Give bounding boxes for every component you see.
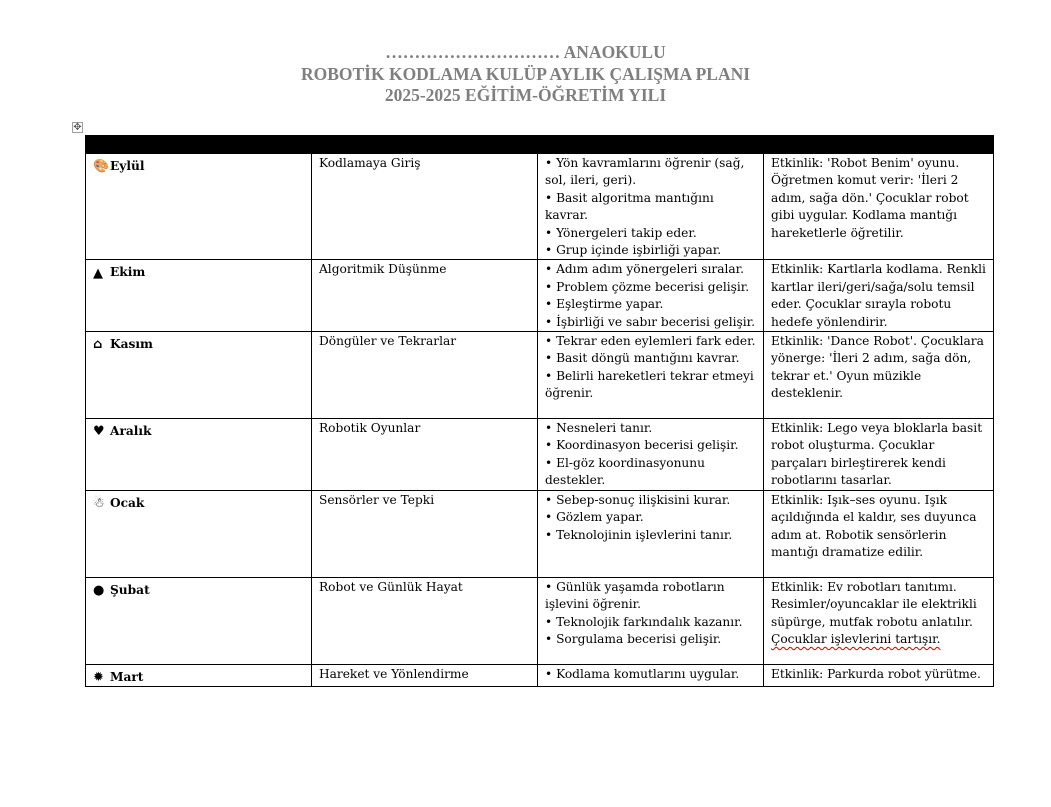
goal-item: • Basit döngü mantığını kavrar. xyxy=(545,351,740,366)
sun-icon: ✹ xyxy=(93,669,104,685)
activity-text: Etkinlik: Işık–ses oyunu. Işık açıldığında el kaldır, ses duyunca adım at. Robotik sensörlerin mantığı dramatize edilir. xyxy=(771,492,977,559)
header-cell xyxy=(538,136,764,154)
school-year-line: 2025-2025 EĞİTİM-ÖĞRETİM YILI xyxy=(384,85,667,105)
topic-cell[interactable]: Sensörler ve Tepki xyxy=(312,490,538,577)
activity-text-main: Etkinlik: Ev robotları tanıtımı. Resimler/oyuncaklar ile elektrikli süpürge, mutfak robotu anlatılır. xyxy=(771,579,977,629)
table-row xyxy=(86,664,994,687)
month-label xyxy=(93,582,150,599)
goal-item: • Kodlama komutlarını uygular. xyxy=(545,666,740,681)
goal-item: • İşbirliği ve sabır becerisi gelişir. xyxy=(545,314,756,329)
goal-item: • Koordinasyon becerisi gelişir. xyxy=(545,438,739,453)
goal-item: • Gözlem yapar. xyxy=(545,510,644,525)
activity-text: Etkinlik: Lego veya bloklarla basit robot oluşturma. Çocuklar parçaları birleştirerek kendi robotlarını tasarlar. xyxy=(771,421,983,488)
goal-item: • Problem çözme becerisi gelişir. xyxy=(545,279,750,294)
month-cell[interactable] xyxy=(86,260,312,332)
month-name: Eylül xyxy=(110,159,145,173)
table-row xyxy=(86,419,994,491)
activity-cell[interactable] xyxy=(764,577,994,664)
goal-item: • El-göz koordinasyonunu destekler. xyxy=(545,455,705,488)
table-header-row xyxy=(86,136,994,154)
table-row xyxy=(86,332,994,419)
table-row xyxy=(86,154,994,260)
activity-cell[interactable] xyxy=(764,154,994,260)
month-label xyxy=(93,158,145,175)
apple-icon: ● xyxy=(93,582,105,598)
goals-cell[interactable] xyxy=(538,154,764,260)
month-name: Kasım xyxy=(110,337,153,352)
month-cell[interactable] xyxy=(86,419,312,491)
goal-item: • Günlük yaşamda robotların işlevini öğrenir. xyxy=(545,579,725,612)
activity-cell[interactable] xyxy=(764,260,994,332)
goals-cell[interactable] xyxy=(538,260,764,332)
topic-cell[interactable]: Hareket ve Yönlendirme xyxy=(312,664,538,687)
month-name: Mart xyxy=(110,669,144,684)
gift-heart-icon: ♥ xyxy=(93,424,105,440)
header-cell xyxy=(312,136,538,154)
month-cell[interactable] xyxy=(86,154,312,260)
month-name: Ekim xyxy=(110,265,146,280)
header-cell xyxy=(764,136,994,154)
month-name: Aralık xyxy=(110,424,152,439)
goal-item: • Adım adım yönergeleri sıralar. xyxy=(545,262,744,277)
month-label xyxy=(93,495,144,512)
goal-item: • Sebep-sonuç ilişkisini kurar. xyxy=(545,492,731,507)
goal-item: • Teknolojinin işlevlerini tanır. xyxy=(545,527,733,542)
goal-item: • Yön kavramlarını öğrenir (sağ, sol, ileri, geri). xyxy=(545,156,745,188)
goal-item: • Nesneleri tanır. xyxy=(545,421,653,436)
table-row xyxy=(86,490,994,577)
goal-item: • Yönergeleri takip eder. xyxy=(545,225,697,240)
plan-title-line: ROBOTİK KODLAMA KULÜP AYLIK ÇALIŞMA PLANI xyxy=(300,63,751,84)
table-row xyxy=(86,577,994,664)
goal-item: • Belirli hareketleri tekrar etmeyi öğrenir. xyxy=(545,368,754,401)
text-cursor xyxy=(993,417,994,433)
topic-cell[interactable]: Robotik Oyunlar xyxy=(312,419,538,491)
topic-cell[interactable]: Algoritmik Düşünme xyxy=(312,260,538,332)
month-cell[interactable] xyxy=(86,490,312,577)
month-cell[interactable] xyxy=(86,332,312,419)
goals-cell[interactable] xyxy=(538,490,764,577)
month-label xyxy=(93,264,145,281)
document-title xyxy=(0,42,1051,107)
month-name: Şubat xyxy=(110,582,150,597)
monthly-plan-table xyxy=(85,135,994,687)
goal-item: • Teknolojik farkındalık kazanır. xyxy=(545,614,743,629)
activity-text: Etkinlik: Parkurda robot yürütme. xyxy=(771,666,981,681)
goal-item: • Eşleştirme yapar. xyxy=(545,297,664,312)
header-cell xyxy=(86,136,312,154)
activity-text xyxy=(771,579,987,649)
month-cell[interactable] xyxy=(86,664,312,687)
goals-cell[interactable] xyxy=(538,577,764,664)
table-move-handle-icon[interactable]: ✥ xyxy=(73,122,82,133)
activity-cell[interactable] xyxy=(764,664,994,687)
month-label xyxy=(93,669,143,686)
house-icon: ⌂ xyxy=(93,337,103,353)
goals-cell[interactable] xyxy=(538,419,764,491)
goal-item: • Basit algoritma mantığını kavrar. xyxy=(545,190,714,223)
goals-cell[interactable] xyxy=(538,664,764,687)
topic-cell[interactable]: Kodlamaya Giriş xyxy=(312,154,538,260)
month-name: Ocak xyxy=(110,495,145,510)
activity-text: Etkinlik: 'Dance Robot'. Çocuklara yönerge: 'İleri 2 adım, sağa dön, tekrar et.' Oyun müzikle desteklenir. xyxy=(771,334,984,401)
snowman-icon: ☃ xyxy=(93,495,105,511)
goal-item: • Sorgulama becerisi gelişir. xyxy=(545,631,722,646)
goals-cell[interactable] xyxy=(538,332,764,419)
palette-icon: 🎨 xyxy=(93,159,110,175)
triangle-icon: ▲ xyxy=(93,265,103,281)
school-name-line: ………………………… ANAOKULU xyxy=(385,42,666,62)
spellcheck-flagged-text[interactable]: Çocuklar işlevlerini tartışır. xyxy=(771,631,941,646)
table-row xyxy=(86,260,994,332)
activity-text: Etkinlik: Kartlarla kodlama. Renkli kartlar ileri/geri/sağa/solu temsil eder. Çocuklar sırayla robotu hedefe yönlendirir. xyxy=(771,262,986,329)
month-label xyxy=(93,336,153,353)
month-cell[interactable] xyxy=(86,577,312,664)
activity-cell[interactable] xyxy=(764,490,994,577)
goal-item: • Grup içinde işbirliği yapar. xyxy=(545,243,722,258)
activity-cell[interactable] xyxy=(764,419,994,491)
activity-cell[interactable] xyxy=(764,332,994,419)
goal-item: • Tekrar eden eylemleri fark eder. xyxy=(545,334,756,349)
month-label xyxy=(93,423,151,440)
activity-text: Etkinlik: 'Robot Benim' oyunu. Öğretmen komut verir: 'İleri 2 adım, sağa dön.' Çocuklar robot gibi uygular. Kodlama mantığı hareketlerle öğretilir. xyxy=(771,156,969,240)
topic-cell[interactable]: Döngüler ve Tekrarlar xyxy=(312,332,538,419)
topic-cell[interactable]: Robot ve Günlük Hayat xyxy=(312,577,538,664)
